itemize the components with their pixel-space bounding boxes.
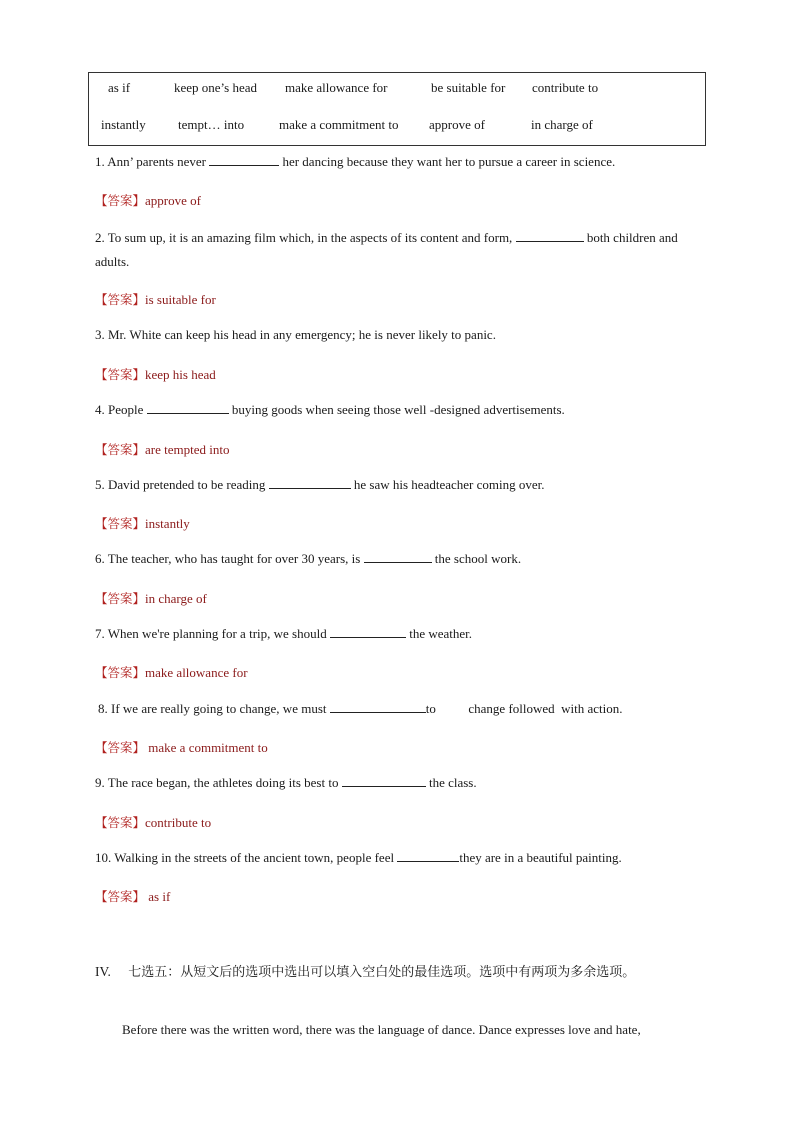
section-number: IV.	[95, 964, 111, 979]
word-bank-item: be suitable for	[431, 80, 506, 95]
answer-9	[95, 813, 211, 831]
question-text: they are in a beautiful painting.	[459, 850, 622, 865]
answer-text: make a commitment to	[148, 740, 268, 755]
answer-text: is suitable for	[145, 292, 216, 307]
answer-tag: 【答案】	[95, 889, 146, 904]
answer-text: as if	[145, 889, 171, 904]
answer-text: approve of	[145, 193, 201, 208]
answer-tag: 【答案】	[95, 442, 146, 457]
answer-text: contribute to	[145, 815, 212, 830]
answer-text: make allowance for	[145, 665, 248, 680]
answer-blank	[364, 550, 432, 563]
question-text: buying goods when seeing those well -designed advertisements.	[231, 402, 565, 417]
answer-7	[95, 663, 248, 681]
question-3	[95, 323, 496, 347]
question-text: the class.	[428, 775, 477, 790]
answer-blank	[269, 476, 351, 489]
word-bank-item: in charge of	[531, 117, 593, 132]
answer-blank	[209, 153, 279, 166]
section-title: 七选五：从短文后的选项中选出可以填入空白处的最佳选项。选项中有两项为多余选项。	[128, 965, 636, 980]
question-text: to change followed with action.	[425, 701, 623, 716]
question-5	[95, 473, 545, 497]
question-text: the school work.	[434, 551, 522, 566]
word-bank-item: make allowance for	[285, 80, 388, 95]
answer-tag: 【答案】	[95, 193, 146, 208]
word-bank-item: instantly	[101, 117, 146, 132]
question-2	[95, 226, 707, 274]
answer-blank	[342, 774, 426, 787]
question-text: both children and adults.	[95, 230, 678, 269]
question-7	[95, 622, 472, 646]
answer-tag: 【答案】	[95, 292, 146, 307]
question-8	[98, 697, 623, 721]
question-text: 7. When we're planning for a trip, we should	[95, 626, 327, 641]
answer-1	[95, 191, 201, 209]
answer-tag: 【答案】	[95, 815, 146, 830]
answer-text: instantly	[145, 516, 190, 531]
question-text: 1. Ann’ parents never	[95, 154, 206, 169]
question-text: her dancing because they want her to pursue a career in science.	[282, 154, 616, 169]
answer-4	[95, 440, 229, 458]
question-text: 10. Walking in the streets of the ancient town, people feel	[95, 850, 395, 865]
answer-tag: 【答案】	[95, 516, 146, 531]
question-text: 8. If we are really going to change, we must	[98, 701, 327, 716]
answer-text: keep his head	[145, 367, 216, 382]
question-6	[95, 547, 521, 571]
answer-blank	[330, 625, 406, 638]
word-bank-item: keep one’s head	[174, 80, 258, 95]
question-text: 5. David pretended to be reading	[95, 477, 266, 492]
question-text: 4. People	[95, 402, 144, 417]
word-bank-item: make a commitment to	[279, 117, 399, 132]
answer-3	[95, 365, 216, 383]
answer-tag: 【答案】	[95, 367, 146, 382]
answer-text: in charge of	[145, 591, 207, 606]
question-text: 3. Mr. White can keep his head in any emergency; he is never likely to panic.	[95, 327, 496, 342]
question-text: the weather.	[409, 626, 473, 641]
answer-6	[95, 589, 207, 607]
answer-10	[95, 887, 170, 905]
question-9	[95, 771, 477, 795]
answer-tag: 【答案】	[95, 740, 146, 755]
answer-tag: 【答案】	[95, 591, 146, 606]
answer-8	[95, 738, 268, 756]
question-4	[95, 398, 565, 422]
section-heading	[95, 961, 635, 980]
question-text: he saw his headteacher coming over.	[353, 477, 545, 492]
answer-5	[95, 514, 190, 532]
answer-2	[95, 290, 216, 308]
answer-blank	[330, 700, 426, 713]
answer-text: are tempted into	[145, 442, 230, 457]
question-10	[95, 846, 622, 870]
passage-paragraph: Before there was the written word, there was the language of dance. Dance expresses love and hate,	[122, 1022, 641, 1037]
answer-blank	[397, 849, 459, 862]
answer-blank	[147, 401, 229, 414]
answer-blank	[516, 229, 584, 242]
word-bank-item: as if	[108, 80, 131, 95]
word-bank-item: tempt… into	[178, 117, 245, 132]
question-text: 9. The race began, the athletes doing its best to	[95, 775, 339, 790]
answer-tag: 【答案】	[95, 665, 146, 680]
question-1	[95, 150, 615, 174]
question-text: 2. To sum up, it is an amazing film which, in the aspects of its content and form,	[95, 230, 513, 245]
word-bank-item: contribute to	[532, 80, 599, 95]
word-bank-box	[88, 72, 706, 146]
question-text: 6. The teacher, who has taught for over 30 years, is	[95, 551, 361, 566]
word-bank-item: approve of	[429, 117, 485, 132]
